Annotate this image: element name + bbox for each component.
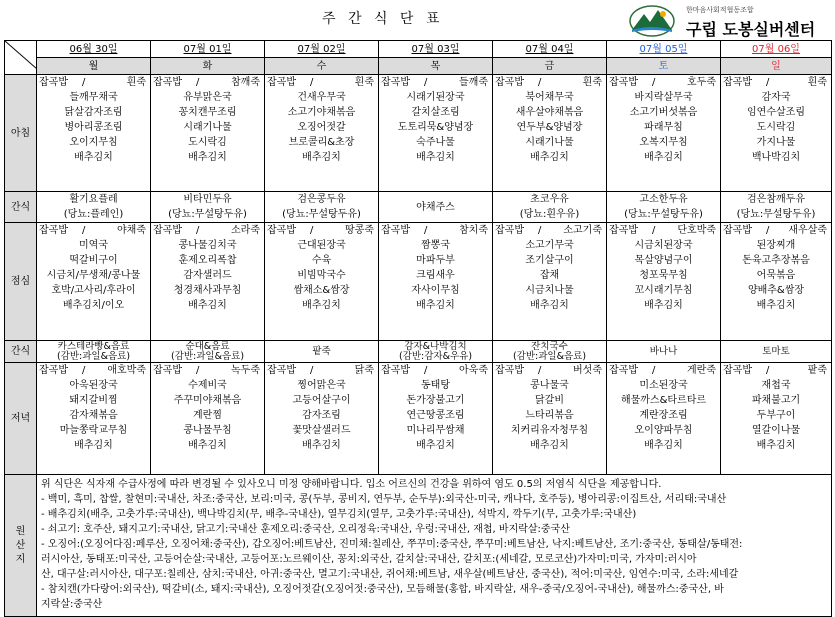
- menu-item: 동태탕: [421, 380, 450, 391]
- rice-label: 잡곡밥: [495, 77, 524, 88]
- menu-item: 재첩국: [761, 380, 791, 391]
- menu-item: 꽃맛살샐러드: [292, 425, 351, 436]
- snack-name: 바나나: [649, 345, 678, 357]
- snack-note: (감반:과일&음료): [56, 350, 131, 362]
- menu-item: 오징어젓갈: [297, 122, 346, 133]
- menu-item: 배추김치: [302, 300, 341, 311]
- menu-item: 도토리묵&양념장: [397, 122, 474, 133]
- slash-separator: /: [309, 225, 314, 236]
- menu-item: 배추김치: [530, 300, 569, 311]
- lunch-cell: [265, 223, 379, 341]
- menu-item: 돼지갈비찜: [69, 395, 118, 406]
- porridge-label: 흰죽: [582, 77, 602, 88]
- menu-item: 소고기야채볶음: [287, 107, 356, 118]
- snack-cell: [379, 192, 493, 223]
- origin-row: [5, 475, 832, 617]
- rice-label: 잡곡밥: [495, 225, 524, 236]
- menu-item: 새우살야채볶음: [515, 107, 584, 118]
- snack-cell: [379, 341, 493, 363]
- lunch-cell: [379, 223, 493, 341]
- snack1-row: [5, 192, 832, 223]
- weekday-mon: 월: [37, 58, 151, 75]
- org-name: 구립 도봉실버센터: [686, 20, 816, 39]
- menu-item: 건새우무국: [297, 92, 346, 103]
- snack-name: 카스테라빵&음료: [57, 340, 130, 352]
- menu-item: 시금치된장국: [634, 240, 693, 251]
- meal-first-line: [151, 75, 264, 90]
- rice-label: 잡곡밥: [267, 77, 296, 88]
- snack-cell: [37, 192, 151, 223]
- snack-cell: [265, 192, 379, 223]
- menu-item: 유부맑은국: [183, 92, 232, 103]
- snack-name: 잔치국수: [531, 340, 568, 352]
- menu-item: 호박/고사리/후라이: [51, 285, 136, 296]
- menu-item: 배추김치: [188, 152, 227, 163]
- menu-item: 임연수살조림: [747, 107, 805, 118]
- snack-note: (당뇨:무설탕두유): [736, 209, 816, 220]
- menu-item: 가지나물: [756, 137, 796, 148]
- menu-item: 미역국: [79, 240, 108, 251]
- rice-label: 잡곡밥: [39, 365, 68, 376]
- breakfast-cell: [721, 75, 832, 192]
- meal-first-line: [379, 223, 492, 238]
- corner-cell: [5, 41, 37, 75]
- menu-item: 시래기나물: [183, 122, 232, 133]
- rice-label: 잡곡밥: [723, 365, 752, 376]
- slash-separator: /: [423, 77, 428, 88]
- date-mon: 06월 30일: [37, 41, 151, 58]
- porridge-label: 소라죽: [231, 225, 260, 236]
- menu-item: 감자국: [761, 92, 791, 103]
- porridge-label: 아욱죽: [459, 365, 488, 376]
- corner-diagonal: [5, 41, 37, 69]
- menu-item: 숙주나물: [416, 137, 455, 148]
- porridge-label: 게란죽: [687, 365, 716, 376]
- menu-item: 비빔막국수: [297, 270, 346, 281]
- slash-separator: /: [651, 365, 656, 376]
- menu-item: 파채불고기: [751, 395, 801, 406]
- menu-item: 바지락살무국: [634, 92, 693, 103]
- snack-note: (당뇨:흰우유): [519, 209, 580, 220]
- snack-name: 야채주스: [416, 201, 455, 213]
- menu-item: 배추김치: [530, 152, 569, 163]
- slash-separator: /: [765, 365, 770, 376]
- slash-separator: /: [651, 77, 656, 88]
- snack-cell: [721, 341, 832, 363]
- menu-item: 배추김치: [188, 440, 227, 451]
- origin-line: 산, 대구살:러시아산, 대구포:칠레산, 삼치:국내산, 아귀:중국산, 멸고기:국내산, 쥐어채:베트남, 새우살(베트남산, 중국산), 적어:미국산, 임연수:미국, 소라:세네갈: [41, 569, 739, 580]
- weekday-sun: 일: [721, 58, 832, 75]
- menu-item: 연두부&양념장: [516, 122, 583, 133]
- menu-item: 콩나물김치국: [178, 240, 237, 251]
- rice-label: 잡곡밥: [153, 365, 182, 376]
- menu-item: 시래기된장국: [406, 92, 465, 103]
- menu-item: 콩나물국: [530, 380, 569, 391]
- menu-item: 미나리무쌈채: [406, 425, 465, 436]
- menu-item: 소고기무국: [525, 240, 574, 251]
- org-subtitle: 한마음사회적협동조합: [686, 6, 754, 14]
- porridge-label: 소고기죽: [563, 225, 602, 236]
- snack-name: 팥죽: [312, 345, 331, 357]
- rice-label: 잡곡밥: [39, 225, 68, 236]
- meal-table: [4, 40, 832, 617]
- slash-separator: /: [651, 225, 656, 236]
- org-logo: [628, 4, 828, 38]
- weekday-thu: 목: [379, 58, 493, 75]
- row-label-snack1: 간식: [5, 192, 37, 223]
- menu-item: 콩나물무침: [183, 425, 232, 436]
- lunch-row: [5, 223, 832, 341]
- meal-first-line: [265, 223, 378, 238]
- slash-separator: /: [423, 365, 428, 376]
- row-label-dinner: 저녁: [5, 363, 37, 475]
- snack-name: 검은콩두유: [297, 194, 346, 205]
- mountain-logo-icon: [628, 4, 676, 38]
- menu-item: 갈치살조림: [411, 107, 460, 118]
- menu-item: 오이양파무침: [634, 425, 693, 436]
- menu-item: 꼬시래기무침: [634, 285, 693, 296]
- menu-item: 고등어살구이: [292, 395, 351, 406]
- origin-notice: [37, 475, 832, 617]
- menu-item: 배추김치/이오: [62, 300, 125, 311]
- meal-first-line: [265, 363, 378, 378]
- weekday-sat: 토: [607, 58, 721, 75]
- snack-note: (감반:감자&우유): [398, 350, 473, 362]
- porridge-label: 흰죽: [807, 77, 827, 88]
- origin-line: 러시아산, 동태포:미국산, 고등어순살:국내산, 고등어포:노르웨이산, 꽁치:외국산, 갈치살:국내산, 갈치포:(세네갈, 모로코산)가자미:미국, 가자미:러시아: [41, 554, 697, 565]
- breakfast-cell: [265, 75, 379, 192]
- meal-first-line: [265, 75, 378, 90]
- menu-item: 연근땅콩조림: [406, 410, 465, 421]
- header: [0, 0, 835, 40]
- porridge-label: 새우살죽: [788, 225, 827, 236]
- menu-item: 배추김치: [416, 152, 455, 163]
- menu-item: 닭살감자조림: [64, 107, 123, 118]
- lunch-cell: [493, 223, 607, 341]
- lunch-cell: [721, 223, 832, 341]
- menu-item: 떡갈비구이: [69, 255, 118, 266]
- slash-separator: /: [765, 225, 770, 236]
- menu-item: 시금치나물: [525, 285, 574, 296]
- menu-item: 자사이무침: [411, 285, 460, 296]
- snack-cell: [151, 192, 265, 223]
- snack-cell: [37, 341, 151, 363]
- snack-note: (당뇨:무설탕두유): [282, 209, 361, 220]
- menu-item: 된장찌개: [756, 240, 796, 251]
- menu-item: 잡채: [539, 270, 560, 281]
- menu-item: 마파두부: [416, 255, 455, 266]
- date-tue: 07월 01일: [151, 41, 265, 58]
- dinner-cell: [607, 363, 721, 475]
- snack-name: 활기요플레: [69, 194, 118, 205]
- rice-label: 잡곡밥: [495, 365, 524, 376]
- porridge-label: 녹두죽: [231, 365, 260, 376]
- slash-separator: /: [195, 225, 200, 236]
- dinner-row: [5, 363, 832, 475]
- menu-item: 돈육고추장볶음: [742, 255, 810, 266]
- breakfast-cell: [37, 75, 151, 192]
- porridge-label: 흰죽: [354, 77, 374, 88]
- menu-item: 느타리볶음: [525, 410, 574, 421]
- slash-separator: /: [81, 225, 86, 236]
- menu-item: 어묵볶음: [756, 270, 796, 281]
- slash-separator: /: [309, 365, 314, 376]
- date-sun: 07월 06일: [721, 41, 832, 58]
- menu-item: 배추김치: [756, 300, 796, 311]
- origin-label: 원산지: [15, 525, 26, 565]
- slash-separator: /: [81, 77, 86, 88]
- snack-cell: [607, 192, 721, 223]
- menu-item: 주꾸미야채볶음: [173, 395, 242, 406]
- breakfast-cell: [151, 75, 265, 192]
- snack-name: 토마토: [762, 345, 790, 357]
- menu-item: 찡어맑은국: [297, 380, 346, 391]
- dinner-cell: [721, 363, 832, 475]
- menu-item: 배추김치: [416, 300, 455, 311]
- menu-item: 미소된장국: [639, 380, 688, 391]
- menu-item: 백나박김치: [751, 152, 801, 163]
- porridge-label: 팥죽: [807, 365, 827, 376]
- rice-label: 잡곡밥: [153, 225, 182, 236]
- porridge-label: 애호박죽: [107, 365, 146, 376]
- rice-label: 잡곡밥: [723, 77, 752, 88]
- date-fri: 07월 04일: [493, 41, 607, 58]
- menu-item: 수육: [311, 255, 332, 266]
- menu-item: 꽁치캔무조림: [178, 107, 237, 118]
- snack-name: 감자&나박김치: [404, 340, 467, 352]
- menu-item: 들깨무채국: [69, 92, 118, 103]
- slash-separator: /: [765, 77, 770, 88]
- lunch-cell: [151, 223, 265, 341]
- slash-separator: /: [195, 365, 200, 376]
- menu-item: 감자샐러드: [183, 270, 232, 281]
- meal-first-line: [379, 75, 492, 90]
- rice-label: 잡곡밥: [381, 365, 410, 376]
- weekday-tue: 화: [151, 58, 265, 75]
- menu-item: 도시락김: [188, 137, 227, 148]
- date-row: [5, 41, 832, 58]
- row-label-origin: [5, 475, 37, 617]
- menu-item: 배추김치: [644, 152, 683, 163]
- snack-cell: [493, 341, 607, 363]
- menu-item: 오이지무침: [69, 137, 118, 148]
- porridge-label: 참치죽: [459, 225, 488, 236]
- slash-separator: /: [195, 77, 200, 88]
- menu-item: 짬뽕국: [421, 240, 450, 251]
- menu-item: 배추김치: [644, 440, 683, 451]
- menu-item: 아욱된장국: [69, 380, 118, 391]
- origin-line: - 오징어:(오징어다짐:페루산, 오징어채:중국산), 갑오징어:베트남산, 진미채:칠레산, 쭈꾸미:중국산, 쭈꾸미:베트남산, 낙지:베트남산, 조기:중국산, 동태살/동태전:: [41, 539, 743, 550]
- menu-item: 목살양념구이: [634, 255, 693, 266]
- menu-item: 크림새우: [416, 270, 455, 281]
- porridge-label: 들깨죽: [459, 77, 488, 88]
- snack-name: 순대&음료: [185, 340, 230, 352]
- meal-first-line: [151, 363, 264, 378]
- meal-first-line: [493, 223, 606, 238]
- menu-item: 쌈채소&쌈장: [293, 285, 350, 296]
- meal-first-line: [493, 363, 606, 378]
- dinner-cell: [37, 363, 151, 475]
- dinner-cell: [379, 363, 493, 475]
- snack-note: (당뇨:무설탕두유): [168, 209, 247, 220]
- menu-item: 청경채사과무침: [173, 285, 242, 296]
- slash-separator: /: [423, 225, 428, 236]
- date-wed: 07월 02일: [265, 41, 379, 58]
- snack-name: 검은참깨두유: [747, 194, 805, 205]
- breakfast-cell: [607, 75, 721, 192]
- menu-item: 배추김치: [302, 152, 341, 163]
- row-label-breakfast: 아침: [5, 75, 37, 192]
- porridge-label: 단호박죽: [677, 225, 716, 236]
- snack-note: (감반:과일&음료): [170, 350, 245, 362]
- menu-item: 배추김치: [644, 300, 683, 311]
- menu-item: 열갈이나물: [751, 425, 801, 436]
- row-label-lunch: 점심: [5, 223, 37, 341]
- menu-item: 계란장조림: [639, 410, 688, 421]
- menu-item: 도시락김: [756, 122, 796, 133]
- menu-item: 소고기버섯볶음: [629, 107, 698, 118]
- rice-label: 잡곡밥: [267, 365, 296, 376]
- menu-item: 양배추&쌈장: [747, 285, 805, 296]
- porridge-label: 땅콩죽: [345, 225, 374, 236]
- menu-item: 배추김치: [756, 440, 796, 451]
- rice-label: 잡곡밥: [153, 77, 182, 88]
- menu-item: 배추김치: [416, 440, 455, 451]
- meal-first-line: [37, 363, 150, 378]
- menu-item: 계란찜: [193, 410, 222, 421]
- rice-label: 잡곡밥: [723, 225, 752, 236]
- snack-cell: [607, 341, 721, 363]
- menu-item: 조기살구이: [525, 255, 574, 266]
- menu-item: 배추김치: [188, 300, 227, 311]
- porridge-label: 닭죽: [354, 365, 374, 376]
- snack-note: (감반:과일&음료): [512, 350, 587, 362]
- snack-cell: [493, 192, 607, 223]
- menu-item: 마늘쫑락교무침: [59, 425, 128, 436]
- menu-item: 브로콜리&초장: [288, 137, 355, 148]
- rice-label: 잡곡밥: [267, 225, 296, 236]
- porridge-label: 흰죽: [126, 77, 146, 88]
- menu-item: 훈제오리폭찹: [178, 255, 237, 266]
- date-thu: 07월 03일: [379, 41, 493, 58]
- menu-item: 북어채무국: [525, 92, 574, 103]
- menu-item: 시금치/무생채/콩나물: [46, 270, 141, 281]
- slash-separator: /: [309, 77, 314, 88]
- slash-separator: /: [537, 77, 542, 88]
- rice-label: 잡곡밥: [39, 77, 68, 88]
- origin-line: 지락살:중국산: [41, 599, 103, 610]
- menu-item: 배추김치: [74, 152, 113, 163]
- breakfast-row: [5, 75, 832, 192]
- menu-item: 병아리콩조림: [64, 122, 123, 133]
- snack-name: 초코우유: [530, 194, 569, 205]
- page-title: 주 간 식 단 표: [322, 11, 444, 27]
- menu-item: 수제비국: [188, 380, 227, 391]
- origin-line: - 참치캔(가다랑어:외국산), 떡갈비(소, 돼지:국내산), 오징어젓갈(오징어젓:중국산), 모듬해물(홍합, 바지락살, 새우-중국/오징어-국내산), 해물까스:중국산, 바: [41, 584, 724, 595]
- dinner-cell: [265, 363, 379, 475]
- meal-first-line: [379, 363, 492, 378]
- menu-item: 시래기나물: [525, 137, 574, 148]
- snack-cell: [721, 192, 832, 223]
- snack-name: 비타민두유: [183, 194, 232, 205]
- breakfast-cell: [493, 75, 607, 192]
- weekday-fri: 금: [493, 58, 607, 75]
- meal-first-line: [37, 223, 150, 238]
- menu-item: 닭갈비: [535, 395, 564, 406]
- menu-item: 감자채볶음: [69, 410, 118, 421]
- origin-line: - 쇠고기: 호주산, 돼지고기:국내산, 닭고기:국내산 훈제오리:중국산, 오리정육:국내산, 우렁:국내산, 재첩, 바지락살:중국산: [41, 524, 570, 535]
- snack-cell: [265, 341, 379, 363]
- origin-line: - 백미, 흑미, 찹쌀, 찰현미:국내산, 차조:중국산, 보리:미국, 콩(두부, 콩비지, 연두부, 순두부):외국산-미국, 캐나다, 호주등), 병아리콩:이집트산, 서리태:국내산: [41, 494, 727, 505]
- slash-separator: /: [81, 365, 86, 376]
- meal-first-line: [151, 223, 264, 238]
- snack-cell: [151, 341, 265, 363]
- origin-line: - 배추김치(배추, 고춧가루:국내산), 백나박김치(무, 배추-국내산), 열무김치(열무, 고춧가루:국내산), 석박지, 깍두기(무, 고춧가루:국내산): [41, 509, 637, 520]
- menu-item: 청포묵무침: [639, 270, 688, 281]
- slash-separator: /: [537, 365, 542, 376]
- menu-item: 감자조림: [302, 410, 341, 421]
- meal-first-line: [607, 223, 720, 238]
- slash-separator: /: [537, 225, 542, 236]
- meal-first-line: [607, 363, 720, 378]
- menu-item: 치커리유자청무침: [510, 425, 589, 436]
- meal-first-line: [721, 363, 831, 378]
- menu-item: 배추김치: [530, 440, 569, 451]
- rice-label: 잡곡밥: [609, 77, 638, 88]
- meal-first-line: [721, 223, 831, 238]
- snack-note: (당뇨:플레인): [63, 209, 124, 220]
- menu-item: 파래무침: [644, 122, 683, 133]
- menu-item: 배추김치: [302, 440, 341, 451]
- menu-item: 돈가장불고기: [406, 395, 465, 406]
- lunch-cell: [37, 223, 151, 341]
- meal-first-line: [721, 75, 831, 90]
- weekday-row: [5, 58, 832, 75]
- lunch-cell: [607, 223, 721, 341]
- porridge-label: 호두죽: [687, 77, 716, 88]
- porridge-label: 야채죽: [117, 225, 146, 236]
- date-sat: 07월 05일: [607, 41, 721, 58]
- rice-label: 잡곡밥: [381, 77, 410, 88]
- breakfast-cell: [379, 75, 493, 192]
- menu-item: 해물까스&타르타르: [620, 395, 707, 406]
- dinner-cell: [493, 363, 607, 475]
- rice-label: 잡곡밥: [609, 365, 638, 376]
- row-label-snack2: 간식: [5, 341, 37, 363]
- snack2-row: [5, 341, 832, 363]
- weekday-wed: 수: [265, 58, 379, 75]
- menu-item: 배추김치: [74, 440, 113, 451]
- snack-note: (당뇨:무설탕두유): [624, 209, 703, 220]
- origin-line: 위 식단은 식자재 수급사정에 따라 변경될 수 있사오니 미정 양해바랍니다. 입소 어르신의 건강을 위하여 염도 0.5의 저염식 식단을 제공합니다.: [41, 479, 662, 490]
- meal-first-line: [607, 75, 720, 90]
- menu-item: 근대된장국: [297, 240, 346, 251]
- meal-first-line: [37, 75, 150, 90]
- rice-label: 잡곡밥: [381, 225, 410, 236]
- menu-item: 두부구이: [756, 410, 796, 421]
- porridge-label: 버섯죽: [573, 365, 602, 376]
- porridge-label: 참깨죽: [231, 77, 260, 88]
- meal-first-line: [493, 75, 606, 90]
- rice-label: 잡곡밥: [609, 225, 638, 236]
- snack-name: 고소한두유: [639, 194, 688, 205]
- dinner-cell: [151, 363, 265, 475]
- menu-item: 오복지무침: [639, 137, 688, 148]
